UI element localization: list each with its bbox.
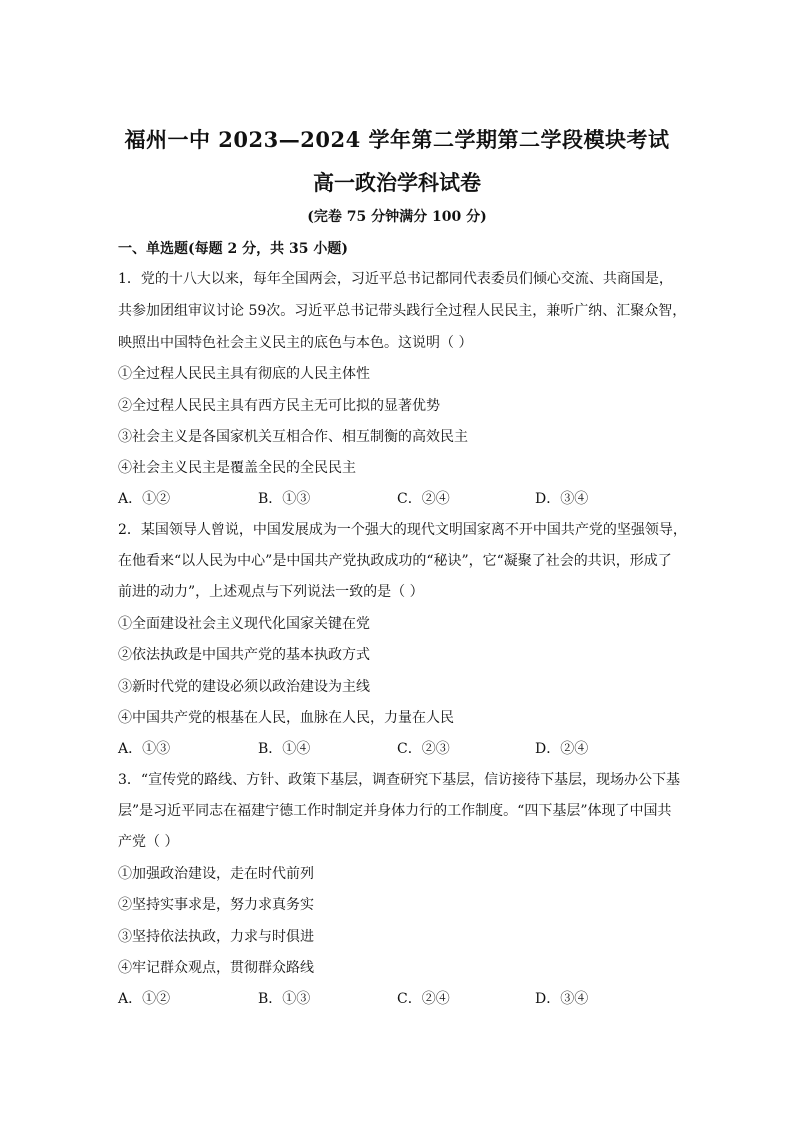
section-heading: 一、单选题(每题 2 分，共 35 小题) [118,241,348,257]
exam-title: 福州一中 2023—2024 学年第二学期第二学段模块考试 [124,127,670,152]
question-3-statement-2: ②坚持实事求是，努力求真务实 [118,897,314,913]
question-2-statement-4: ④中国共产党的根基在人民，血脉在人民，力量在人民 [118,710,454,726]
question-3-option-d[interactable]: D．③④ [535,991,589,1007]
question-2-statement-3: ③新时代党的建设必须以政治建设为主线 [118,679,370,695]
question-1-option-d[interactable]: D．③④ [535,491,589,507]
question-1-option-b[interactable]: B．①③ [258,491,311,507]
question-3-statement-1: ①加强政治建设，走在时代前列 [118,866,314,882]
question-3-statement-3: ③坚持依法执政，力求与时俱进 [118,929,314,945]
question-1-options [118,488,688,508]
question-2-stem-line-2: 在他看来“以人民为中心”是中国共产党执政成功的“秘诀”，它“凝聚了社会的共识，形成了 [118,553,672,569]
question-1-statement-1: ①全过程人民民主具有彻底的人民主体性 [118,366,370,382]
question-1-stem-line-3: 映照出中国特色社会主义民主的底色与本色。这说明（ ） [118,335,473,351]
question-3-option-c[interactable]: C．②④ [397,991,450,1007]
question-2-option-c[interactable]: C．②③ [397,741,450,757]
question-2-option-d[interactable]: D．②④ [535,741,589,757]
question-3-option-a[interactable]: A．①② [118,991,171,1007]
question-1-statement-4: ④社会主义民主是覆盖全民的全民民主 [118,460,356,476]
question-3-statement-4: ④牢记群众观点，贯彻群众路线 [118,960,314,976]
question-1-stem-line-2: 共参加团组审议讨论 59次。习近平总书记带头践行全过程人民民主，兼听广纳、汇聚众智， [118,303,687,319]
question-2-option-b[interactable]: B．①④ [258,741,311,757]
question-2-options [118,738,688,758]
question-3-stem-line-2: 层”是习近平同志在福建宁德工作时制定并身体力行的工作制度。“四下基层”体现了中国共 [118,803,672,819]
exam-subtitle: 高一政治学科试卷 [313,170,481,195]
question-2-stem-line-1: 2．某国领导人曾说，中国发展成为一个强大的现代文明国家离不开中国共产党的坚强领导， [118,522,687,538]
exam-note: (完卷 75 分钟满分 100 分) [307,209,487,225]
question-1-stem-line-1: 1．党的十八大以来，每年全国两会，习近平总书记都同代表委员们倾心交流、共商国是， [118,271,673,287]
question-1-statement-3: ③社会主义是各国家机关互相合作、相互制衡的高效民主 [118,429,468,445]
question-3-stem-line-1: 3．“宣传党的路线、方针、政策下基层，调查研究下基层，信访接待下基层，现场办公下基 [118,772,681,788]
question-1-statement-2: ②全过程人民民主具有西方民主无可比拟的显著优势 [118,398,440,414]
question-1-option-c[interactable]: C．②④ [397,491,450,507]
question-2-statement-2: ②依法执政是中国共产党的基本执政方式 [118,647,370,663]
question-1-option-a[interactable]: A．①② [118,491,171,507]
question-3-option-b[interactable]: B．①③ [258,991,311,1007]
question-3-options [118,988,688,1008]
question-2-option-a[interactable]: A．①③ [118,741,171,757]
question-3-stem-line-3: 产党（ ） [118,834,179,850]
question-2-stem-line-3: 前进的动力”，上述观点与下列说法一致的是（ ） [118,584,424,600]
question-2-statement-1: ①全面建设社会主义现代化国家关键在党 [118,616,370,632]
